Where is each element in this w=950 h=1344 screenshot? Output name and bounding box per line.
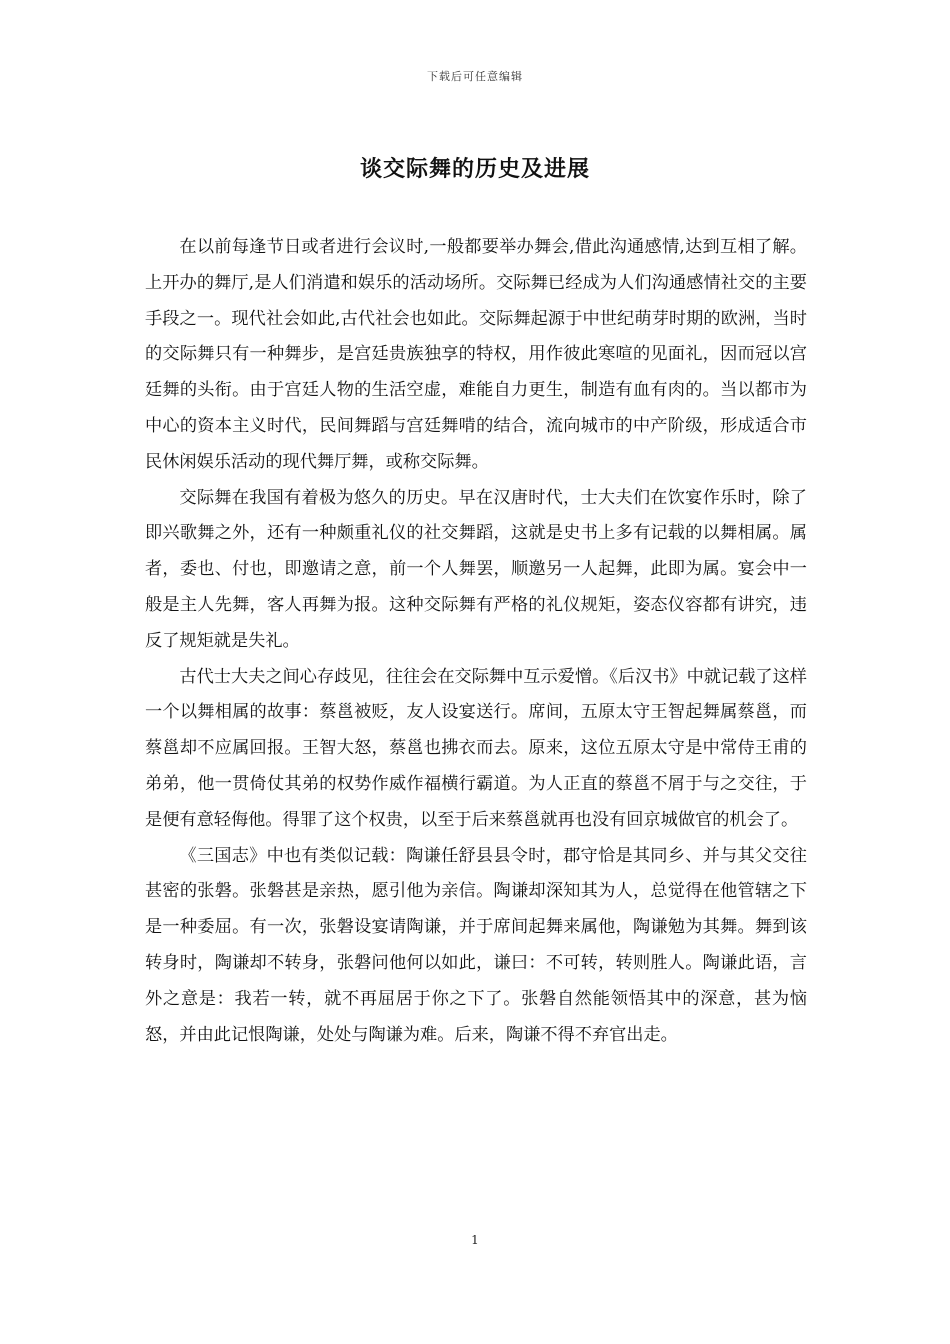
document-title: 谈交际舞的历史及进展: [359, 156, 590, 182]
page-number: 1: [471, 1233, 479, 1247]
paragraph-1: 在以前每逢节日或者进行会议时,一般都要举办舞会,借此沟通感情,达到互相了解。上开办的舞厅,是人们消遣和娱乐的活动场所。交际舞已经成为人们沟通感情社交的主要手段之一。现代社会如此,古代社会也如此。交际舞起源于中世纪萌芽时期的欧洲，当时的交际舞只有一种舞步，是宫廷贵族独享的特权，用作彼此寒喧的见面礼，因而冠以宫廷舞的头衔。由于宫廷人物的生活空虚，难能自力更生，制造有血有肉的。当以都市为中心的资本主义时代，民间舞蹈与宫廷舞啃的结合，流向城市的中产阶级，形成适合市民休闲娱乐活动的现代舞厅舞，或称交际舞。: [145, 237, 807, 472]
page-header-note: 下载后可任意编辑: [427, 70, 523, 83]
paragraph-4: 《三国志》中也有类似记载：陶谦任舒县县令时，郡守恰是其同乡、并与其父交往甚密的张磐。张磐甚是亲热，愿引他为亲信。陶谦却深知其为人，总觉得在他管辖之下是一种委屈。有一次，张磐设宴请陶谦，并于席间起舞来属他，陶谦勉为其舞。舞到该转身时，陶谦却不转身，张磐问他何以如此，谦曰：不可转，转则胜人。陶谦此语，言外之意是：我若一转，就不再屈居于你之下了。张磐自然能领悟其中的深意，甚为恼怒，并由此记恨陶谦，处处与陶谦为难。后来，陶谦不得不弃官出走。: [145, 845, 807, 1045]
document-body: [145, 230, 807, 1053]
paragraph-2: 交际舞在我国有着极为悠久的历史。早在汉唐时代，士大夫们在饮宴作乐时，除了即兴歌舞之外，还有一种颇重礼仪的社交舞蹈，这就是史书上多有记载的以舞相属。属者，委也、付也，即邀请之意，前一个人舞罢，顺邀另一人起舞，此即为属。宴会中一般是主人先舞，客人再舞为报。这种交际舞有严格的礼仪规矩，姿态仪容都有讲究，违反了规矩就是失礼。: [145, 487, 807, 651]
paragraph-3: 古代士大夫之间心存歧见，往往会在交际舞中互示爱憎。《后汉书》中就记载了这样一个以舞相属的故事：蔡邕被贬，友人设宴送行。席间，五原太守王智起舞属蔡邕，而蔡邕却不应属回报。王智大怒，蔡邕也拂衣而去。原来，这位五原太守是中常侍王甫的弟弟，他一贯倚仗其弟的权势作威作福横行霸道。为人正直的蔡邕不屑于与之交往，于是便有意轻侮他。得罪了这个权贵，以至于后来蔡邕就再也没有回京城做官的机会了。: [145, 666, 807, 830]
